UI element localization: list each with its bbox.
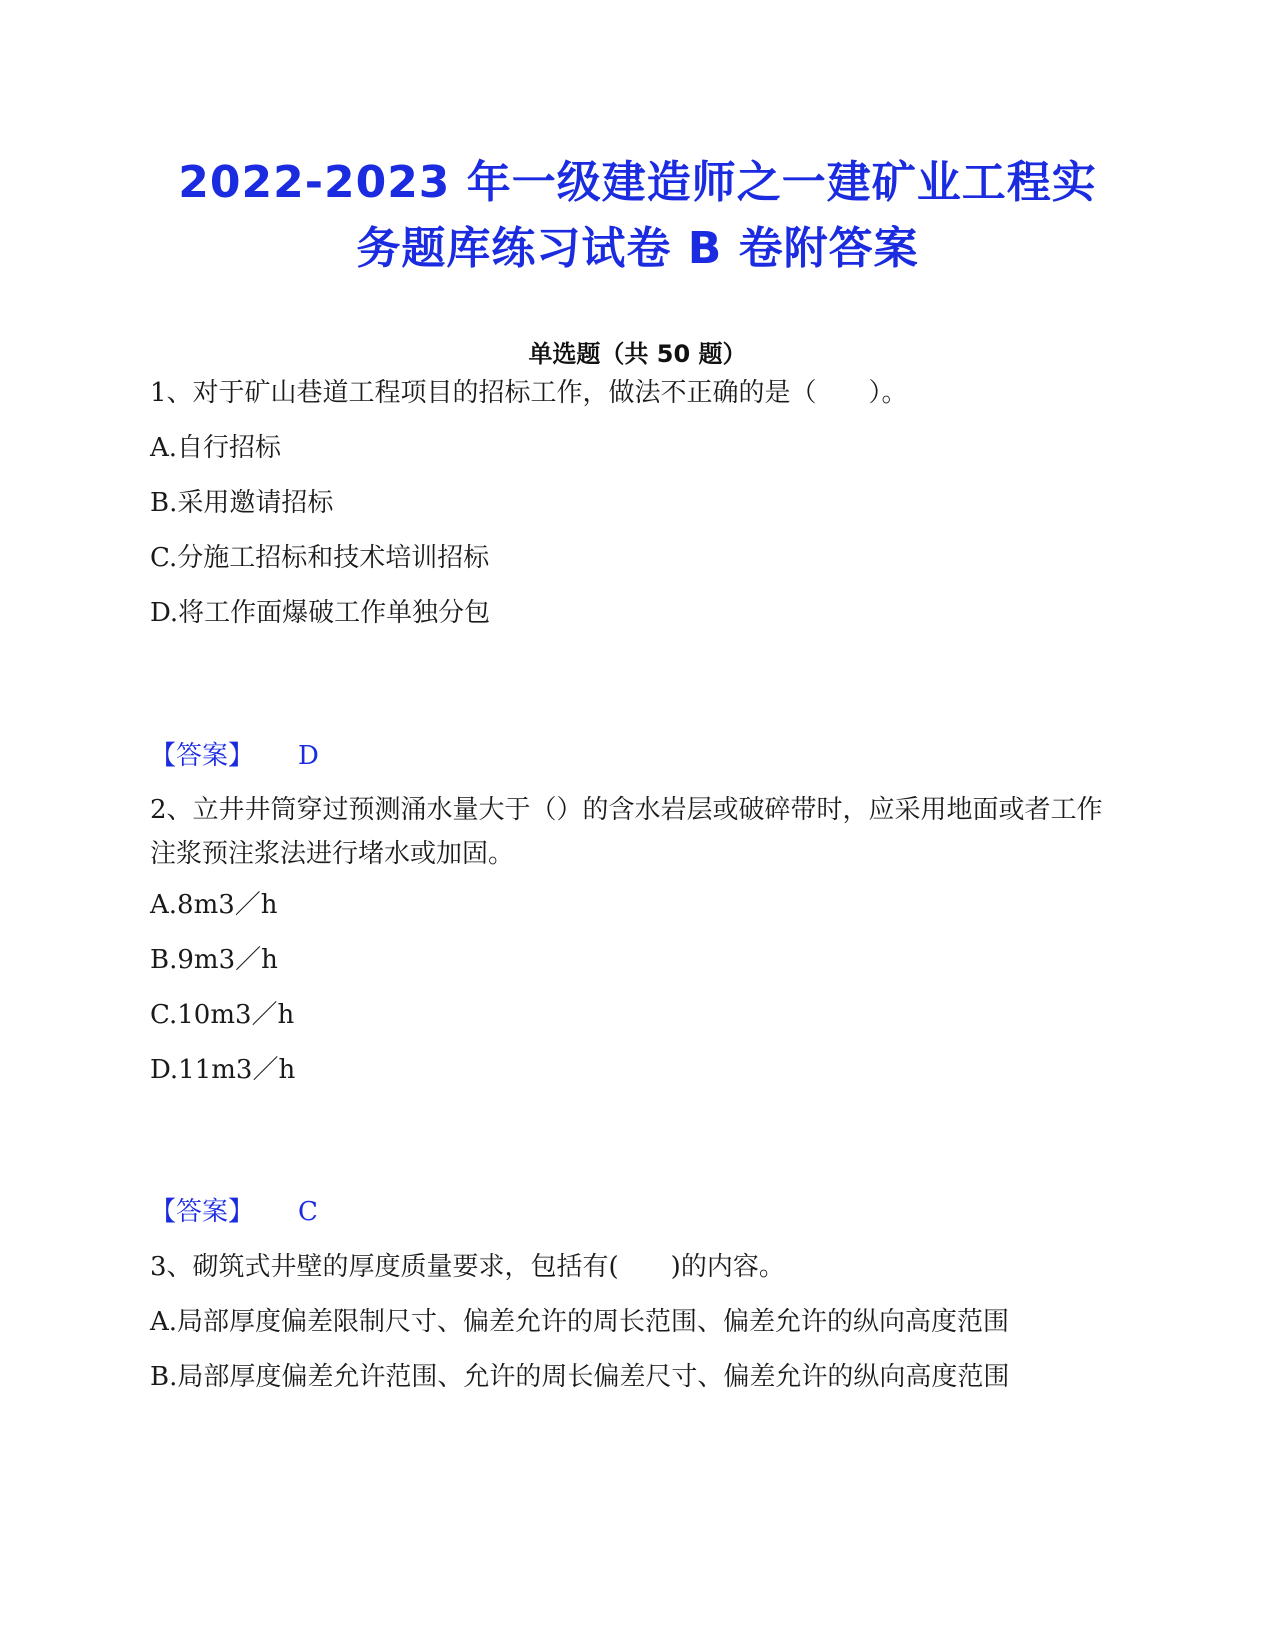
question-1-option-a: A.自行招标	[150, 433, 282, 463]
question-2-option-a: A.8m3／h	[150, 890, 278, 920]
question-3-stem: 3、砌筑式井壁的厚度质量要求，包括有( )的内容。	[150, 1252, 785, 1282]
section-heading: 单选题（共 50 题）	[528, 340, 747, 368]
title-line-1: 2022-2023 年一级建造师之一建矿业工程实	[178, 157, 1097, 208]
question-1-option-b: B.采用邀请招标	[150, 488, 334, 518]
question-3-option-a: A.局部厚度偏差限制尺寸、偏差允许的周长范围、偏差允许的纵向高度范围	[150, 1307, 1010, 1337]
title-line-2: 务题库练习试卷 B 卷附答案	[356, 223, 919, 274]
question-1-stem: 1、对于矿山巷道工程项目的招标工作，做法不正确的是（ ）。	[150, 378, 908, 408]
question-1-answer	[150, 734, 319, 778]
question-2-option-b: B.9m3／h	[150, 945, 278, 975]
document-title	[120, 150, 1155, 282]
question-1-option-c: C.分施工招标和技术培训招标	[150, 543, 490, 573]
answer-label: 【答案】	[150, 1197, 255, 1227]
answer-value: D	[298, 741, 319, 771]
question-3-option-b: B.局部厚度偏差允许范围、允许的周长偏差尺寸、偏差允许的纵向高度范围	[150, 1362, 1010, 1392]
question-2-option-d: D.11m3／h	[150, 1055, 296, 1085]
answer-value: C	[298, 1197, 318, 1227]
question-2-answer	[150, 1190, 318, 1234]
question-1-option-d: D.将工作面爆破工作单独分包	[150, 598, 491, 628]
question-2-option-c: C.10m3／h	[150, 1000, 295, 1030]
question-2-stem: 2、立井井筒穿过预测涌水量大于（）的含水岩层或破碎带时，应采用地面或者工作注浆预注浆法进行堵水或加固。	[150, 795, 1103, 869]
answer-label: 【答案】	[150, 741, 255, 771]
